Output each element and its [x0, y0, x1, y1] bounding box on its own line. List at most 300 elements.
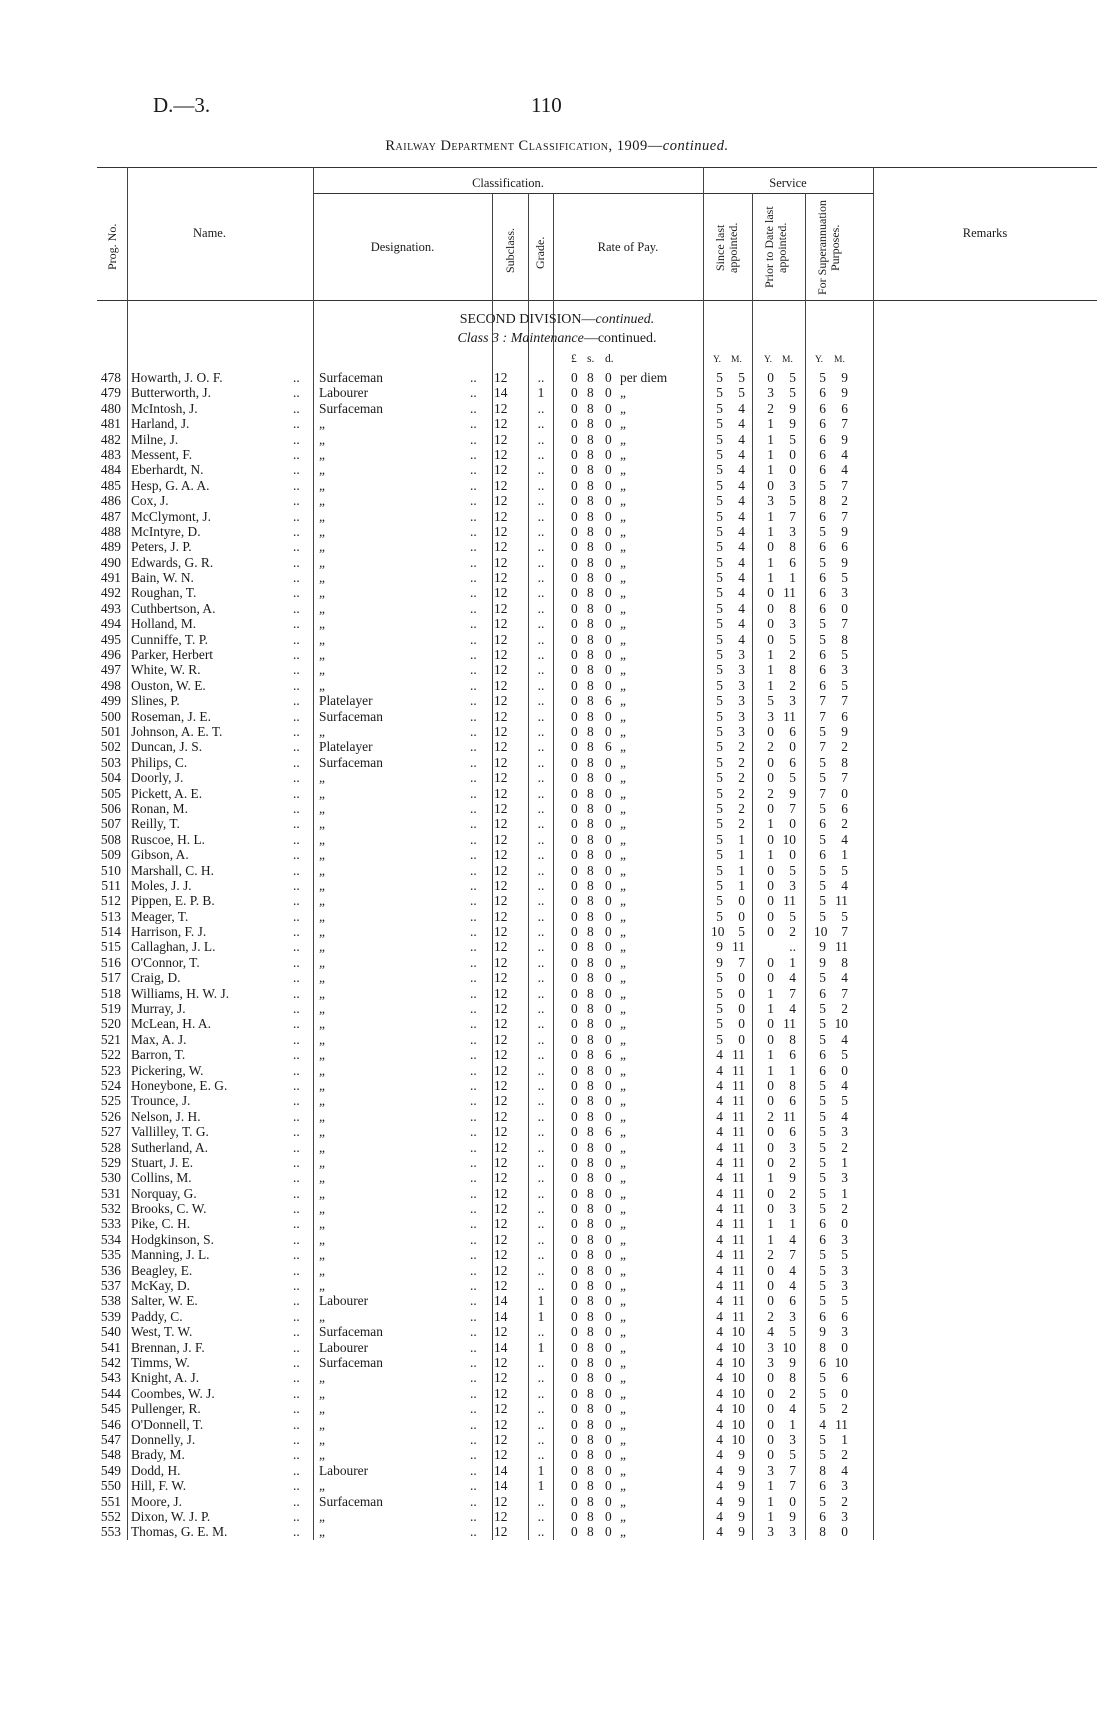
grade-cell: .. [537, 1185, 545, 1201]
prior-months-cell: 4 [789, 1262, 796, 1278]
pay-pounds-cell: 0 [571, 1047, 578, 1063]
designation-cell: „ [319, 446, 325, 462]
pay-period-cell: „ [620, 662, 626, 678]
name-cell: Manning, J. L. [131, 1247, 210, 1263]
prior-years-cell: 1 [767, 508, 774, 524]
since-months-cell: 4 [738, 523, 745, 539]
designation-cell: Labourer [319, 1462, 369, 1478]
grade-cell: .. [537, 1062, 545, 1078]
grade-cell: .. [537, 1447, 545, 1463]
table-row [0, 1401, 1114, 1416]
pay-shillings-cell: 8 [587, 554, 594, 570]
table-row [0, 1324, 1114, 1339]
table-row [0, 1124, 1114, 1139]
header-remarks: Remarks [962, 226, 1008, 240]
grade-cell: .. [537, 1031, 545, 1047]
pay-period-cell: „ [620, 523, 626, 539]
since-years-cell: 4 [716, 1355, 723, 1370]
grade-cell: .. [537, 985, 545, 1001]
pay-pounds-cell: 0 [571, 1293, 578, 1309]
designation-cell: „ [319, 1385, 325, 1401]
prior-months-cell: 3 [789, 1139, 796, 1155]
since-months-cell: 4 [738, 477, 745, 493]
designation-cell: „ [319, 1401, 325, 1417]
subclass-cell: 12 [494, 739, 508, 755]
pay-pounds-cell: 0 [571, 616, 578, 632]
since-years-cell: 5 [716, 693, 723, 709]
pay-pence-cell: 0 [605, 1139, 612, 1155]
designation-cell: „ [319, 631, 325, 647]
table-row [0, 832, 1114, 847]
prior-years-cell: 0 [767, 1401, 774, 1417]
designation-cell: Labourer [319, 385, 369, 401]
prior-months-cell: 1 [789, 1416, 796, 1432]
page-number: 110 [531, 93, 562, 117]
subclass-cell: 12 [494, 523, 508, 539]
pay-pounds-cell: 0 [571, 370, 578, 385]
prior-years-cell: 0 [767, 1201, 774, 1217]
pay-period-cell: „ [620, 1478, 626, 1494]
pay-period-cell: „ [620, 1370, 626, 1386]
prog-no-cell: 514 [100, 924, 121, 940]
designation-cell: „ [319, 1124, 325, 1140]
grade-cell: .. [537, 523, 545, 539]
pay-shillings-cell: 8 [587, 1216, 594, 1232]
pay-pounds-cell: 0 [571, 1139, 578, 1155]
leader-dots: .. [293, 1001, 300, 1017]
name-cell: Brennan, J. F. [131, 1339, 205, 1355]
super-months-cell: 5 [841, 862, 848, 878]
prior-years-cell: 0 [767, 1416, 774, 1432]
pay-pounds-cell: 0 [571, 1431, 578, 1447]
pay-pounds-cell: 0 [571, 893, 578, 909]
pay-pence-cell: 0 [605, 1355, 612, 1370]
prior-months-cell: 1 [789, 1062, 796, 1078]
pay-shillings-cell: 8 [587, 385, 594, 401]
pay-pence-cell: 0 [605, 431, 612, 447]
super-months-cell: 6 [841, 708, 848, 724]
name-cell: Pickett, A. E. [131, 785, 203, 801]
since-months-cell: 10 [731, 1401, 745, 1417]
name-cell: Dixon, W. J. P. [131, 1508, 211, 1524]
leader-dots: .. [470, 1508, 477, 1524]
super-years-cell: 5 [819, 1385, 826, 1401]
name-cell: Parker, Herbert [131, 647, 213, 663]
since-years-cell: 5 [716, 523, 723, 539]
prior-years-cell: 0 [767, 1016, 774, 1032]
name-cell: Pike, C. H. [131, 1216, 191, 1232]
prior-months-cell: 5 [789, 385, 796, 401]
name-cell: O'Connor, T. [131, 954, 200, 970]
pay-pounds-cell: 0 [571, 431, 578, 447]
grade-cell: .. [537, 1493, 545, 1509]
designation-cell: „ [319, 1154, 325, 1170]
since-years-cell: 4 [716, 1047, 723, 1063]
subclass-cell: 12 [494, 1170, 508, 1186]
designation-cell: „ [319, 462, 325, 478]
grade-cell: .. [537, 1508, 545, 1524]
prior-months-cell: 5 [789, 770, 796, 786]
super-years-cell: 5 [819, 1170, 826, 1186]
since-years-cell: 5 [716, 847, 723, 863]
leader-dots: .. [470, 831, 477, 847]
subclass-cell: 14 [494, 1478, 508, 1494]
grade-cell: .. [537, 1016, 545, 1032]
grade-cell: .. [537, 723, 545, 739]
leader-dots: .. [293, 1278, 300, 1294]
super-years-cell: 5 [819, 616, 826, 632]
prior-years-cell: 3 [767, 1462, 774, 1478]
leader-dots: .. [293, 1324, 300, 1340]
header-since-last: Since last appointed. [713, 222, 740, 273]
subclass-cell: 12 [494, 400, 508, 416]
designation-cell: „ [319, 508, 325, 524]
pay-pence-cell: 0 [605, 370, 612, 385]
prior-years-cell: 1 [767, 1216, 774, 1232]
table-row [0, 1370, 1114, 1385]
prior-months-cell: 9 [789, 1170, 796, 1186]
pay-pence-cell: 0 [605, 1462, 612, 1478]
super-months-cell: 3 [841, 1478, 848, 1494]
name-cell: Eberhardt, N. [131, 462, 204, 478]
name-cell: Craig, D. [131, 970, 181, 986]
pay-pounds-cell: 0 [571, 493, 578, 509]
division-suffix: continued. [595, 312, 655, 327]
header-superannuation: For Superannuation Purposes. [815, 200, 842, 295]
leader-dots: .. [470, 1370, 477, 1386]
pay-period-cell: „ [620, 1247, 626, 1263]
subclass-cell: 14 [494, 385, 508, 401]
table-row [0, 555, 1114, 570]
pay-pounds-cell: 0 [571, 816, 578, 832]
super-years-cell: 6 [819, 385, 826, 401]
leader-dots: .. [293, 1185, 300, 1201]
super-years-cell: 10 [814, 924, 828, 940]
subclass-cell: 12 [494, 693, 508, 709]
since-years-cell: 5 [716, 770, 723, 786]
since-months-cell: 4 [738, 631, 745, 647]
table-row [0, 1417, 1114, 1432]
pay-shillings-cell: 8 [587, 1231, 594, 1247]
leader-dots: .. [470, 677, 477, 693]
since-months-cell: 9 [738, 1478, 745, 1494]
designation-cell: „ [319, 1001, 325, 1017]
grade-cell: .. [537, 1385, 545, 1401]
super-years-cell: 6 [819, 1062, 826, 1078]
leader-dots: .. [293, 908, 300, 924]
prior-years-cell: 1 [767, 1478, 774, 1494]
leader-dots: .. [293, 1247, 300, 1263]
pay-shillings-cell: 8 [587, 570, 594, 586]
unit-years-since: Y. [713, 355, 722, 365]
since-months-cell: 10 [731, 1339, 745, 1355]
grade-cell: .. [537, 493, 545, 509]
since-months-cell: 11 [732, 1170, 745, 1186]
designation-cell: „ [319, 970, 325, 986]
designation-cell: „ [319, 1231, 325, 1247]
since-months-cell: 11 [732, 1216, 745, 1232]
super-months-cell: 7 [841, 477, 848, 493]
designation-cell: „ [319, 1524, 325, 1540]
since-years-cell: 4 [716, 1108, 723, 1124]
name-cell: Milne, J. [131, 431, 179, 447]
subclass-cell: 12 [494, 1216, 508, 1232]
subclass-cell: 12 [494, 1416, 508, 1432]
leader-dots: .. [293, 431, 300, 447]
name-cell: O'Donnell, T. [131, 1416, 204, 1432]
leader-dots: .. [470, 631, 477, 647]
pay-period-cell: „ [620, 1308, 626, 1324]
since-years-cell: 4 [716, 1462, 723, 1478]
pay-period-cell: „ [620, 893, 626, 909]
since-years-cell: 4 [716, 1478, 723, 1494]
leader-dots: .. [470, 939, 477, 955]
table-row [0, 1478, 1114, 1493]
prior-months-cell: 4 [789, 1401, 796, 1417]
pay-pence-cell: 0 [605, 708, 612, 724]
leader-dots: .. [470, 1031, 477, 1047]
pay-pence-cell: 0 [605, 677, 612, 693]
pay-shillings-cell: 8 [587, 893, 594, 909]
pay-period-cell: „ [620, 1431, 626, 1447]
pay-period-cell: „ [620, 1462, 626, 1478]
super-years-cell: 5 [819, 877, 826, 893]
prior-years-cell: 0 [767, 1370, 774, 1386]
prior-months-cell: 9 [789, 785, 796, 801]
prior-years-cell: 1 [767, 1493, 774, 1509]
name-cell: Dodd, H. [131, 1462, 181, 1478]
name-cell: Bain, W. N. [131, 570, 194, 586]
since-months-cell: 3 [738, 693, 745, 709]
pay-shillings-cell: 8 [587, 1062, 594, 1078]
pay-shillings-cell: 8 [587, 954, 594, 970]
pay-pence-cell: 0 [605, 862, 612, 878]
since-years-cell: 5 [716, 662, 723, 678]
super-years-cell: 5 [819, 477, 826, 493]
since-years-cell: 5 [716, 1031, 723, 1047]
pay-shillings-cell: 8 [587, 1077, 594, 1093]
since-months-cell: 4 [738, 462, 745, 478]
name-cell: Donnelly, J. [131, 1431, 196, 1447]
prior-years-cell: 0 [767, 1431, 774, 1447]
pay-pounds-cell: 0 [571, 1231, 578, 1247]
table-row [0, 909, 1114, 924]
designation-cell: „ [319, 1185, 325, 1201]
super-months-cell: 4 [841, 1077, 848, 1093]
grade-cell: 1 [537, 1308, 545, 1324]
leader-dots: .. [293, 739, 300, 755]
pay-pence-cell: 0 [605, 877, 612, 893]
grade-cell: .. [537, 893, 545, 909]
leader-dots: .. [470, 1385, 477, 1401]
subclass-cell: 12 [494, 477, 508, 493]
leader-dots: .. [470, 1478, 477, 1494]
prior-months-cell: 5 [789, 1324, 796, 1340]
name-cell: Hill, F. W. [131, 1478, 187, 1494]
designation-cell: „ [319, 1308, 325, 1324]
pay-shillings-cell: 8 [587, 1416, 594, 1432]
pay-pence-cell: 0 [605, 1293, 612, 1309]
prior-months-cell: 8 [789, 662, 796, 678]
leader-dots: .. [293, 770, 300, 786]
prior-years-cell: 4 [767, 1324, 774, 1340]
pay-pounds-cell: 0 [571, 400, 578, 416]
prior-years-cell: 0 [767, 754, 774, 770]
super-months-cell: 3 [841, 1231, 848, 1247]
leader-dots: .. [470, 723, 477, 739]
pay-pounds-cell: 0 [571, 662, 578, 678]
pay-pounds-cell: 0 [571, 924, 578, 940]
table-row [0, 493, 1114, 508]
table-row [0, 601, 1114, 616]
super-months-cell: 7 [841, 985, 848, 1001]
since-years-cell: 4 [716, 1124, 723, 1140]
designation-cell: „ [319, 585, 325, 601]
designation-cell: „ [319, 662, 325, 678]
super-years-cell: 5 [819, 1247, 826, 1263]
subclass-cell: 12 [494, 785, 508, 801]
super-years-cell: 6 [819, 1047, 826, 1063]
super-months-cell: 7 [841, 924, 848, 940]
leader-dots: .. [293, 723, 300, 739]
super-months-cell: 0 [841, 1339, 848, 1355]
leader-dots: .. [470, 893, 477, 909]
since-years-cell: 4 [716, 1431, 723, 1447]
pay-pounds-cell: 0 [571, 1462, 578, 1478]
super-months-cell: 5 [841, 908, 848, 924]
grade-cell: .. [537, 1370, 545, 1386]
prog-no-cell: 540 [100, 1324, 121, 1340]
super-years-cell: 6 [819, 539, 826, 555]
since-months-cell: 0 [738, 970, 745, 986]
super-years-cell: 5 [819, 1370, 826, 1386]
leader-dots: .. [293, 1170, 300, 1186]
prior-months-cell: 9 [789, 1508, 796, 1524]
grade-cell: .. [537, 400, 545, 416]
since-years-cell: 4 [716, 1385, 723, 1401]
pay-period-cell: „ [620, 446, 626, 462]
leader-dots: .. [293, 785, 300, 801]
super-years-cell: 5 [819, 1108, 826, 1124]
pay-pounds-cell: 0 [571, 1247, 578, 1263]
since-months-cell: 0 [738, 985, 745, 1001]
leader-dots: .. [293, 1016, 300, 1032]
prog-no-cell: 492 [100, 585, 121, 601]
pay-pounds-cell: 0 [571, 1416, 578, 1432]
leader-dots: .. [470, 1401, 477, 1417]
name-cell: Marshall, C. H. [131, 862, 214, 878]
grade-cell: .. [537, 1231, 545, 1247]
grade-cell: .. [537, 508, 545, 524]
name-cell: Brooks, C. W. [131, 1201, 207, 1217]
pay-pounds-cell: 0 [571, 831, 578, 847]
since-years-cell: 5 [716, 585, 723, 601]
pay-pounds-cell: 0 [571, 1447, 578, 1463]
header-designation: Designation. [370, 240, 435, 254]
pay-pounds-cell: 0 [571, 1385, 578, 1401]
since-months-cell: 3 [738, 723, 745, 739]
grade-cell: .. [537, 1170, 545, 1186]
designation-cell: Surfaceman [319, 708, 383, 724]
since-months-cell: 11 [732, 1093, 745, 1109]
designation-cell: „ [319, 908, 325, 924]
leader-dots: .. [470, 816, 477, 832]
super-years-cell: 6 [819, 416, 826, 432]
name-cell: Max, A. J. [131, 1031, 187, 1047]
super-months-cell: 2 [841, 1139, 848, 1155]
name-cell: Ouston, W. E. [131, 677, 206, 693]
pay-shillings-cell: 8 [587, 585, 594, 601]
pay-pounds-cell: 0 [571, 462, 578, 478]
subclass-cell: 12 [494, 877, 508, 893]
leader-dots: .. [293, 985, 300, 1001]
since-years-cell: 9 [716, 954, 723, 970]
since-months-cell: 11 [732, 1062, 745, 1078]
leader-dots: .. [293, 1093, 300, 1109]
since-months-cell: 4 [738, 539, 745, 555]
pay-pounds-cell: 0 [571, 1524, 578, 1540]
prog-no-cell: 512 [100, 893, 121, 909]
since-years-cell: 5 [716, 816, 723, 832]
pay-pounds-cell: 0 [571, 785, 578, 801]
leader-dots: .. [470, 508, 477, 524]
leader-dots: .. [470, 1293, 477, 1309]
grade-cell: .. [537, 446, 545, 462]
prog-no-cell: 535 [100, 1247, 121, 1263]
super-years-cell: 6 [819, 462, 826, 478]
subclass-cell: 12 [494, 1247, 508, 1263]
designation-cell: „ [319, 770, 325, 786]
pay-period-cell: „ [620, 493, 626, 509]
unit-months-prior: M. [782, 355, 793, 365]
grade-cell: .. [537, 954, 545, 970]
prog-no-cell: 496 [100, 647, 121, 663]
designation-cell: „ [319, 1262, 325, 1278]
leader-dots: .. [293, 1478, 300, 1494]
super-years-cell: 5 [819, 1124, 826, 1140]
prior-years-cell: 3 [767, 708, 774, 724]
name-cell: Pickering, W. [131, 1062, 204, 1078]
pay-shillings-cell: 8 [587, 662, 594, 678]
designation-cell: Surfaceman [319, 400, 383, 416]
prog-no-cell: 536 [100, 1262, 121, 1278]
subclass-cell: 12 [494, 585, 508, 601]
table-row [0, 385, 1114, 400]
super-months-cell: 4 [841, 1108, 848, 1124]
since-months-cell: 11 [732, 1108, 745, 1124]
leader-dots: .. [470, 1431, 477, 1447]
pay-pence-cell: 0 [605, 1247, 612, 1263]
name-cell: Barron, T. [131, 1047, 186, 1063]
name-cell: Hesp, G. A. A. [131, 477, 210, 493]
leader-dots: .. [470, 446, 477, 462]
subclass-cell: 12 [494, 677, 508, 693]
designation-cell: „ [319, 539, 325, 555]
leader-dots: .. [293, 693, 300, 709]
super-years-cell: 6 [819, 431, 826, 447]
pay-shillings-cell: 8 [587, 877, 594, 893]
pay-pounds-cell: 0 [571, 416, 578, 432]
since-months-cell: 0 [738, 1031, 745, 1047]
prog-no-cell: 530 [100, 1170, 121, 1186]
pay-shillings-cell: 8 [587, 1093, 594, 1109]
pay-shillings-cell: 8 [587, 1493, 594, 1509]
pay-shillings-cell: 8 [587, 616, 594, 632]
prog-no-cell: 548 [100, 1447, 121, 1463]
table-row [0, 1140, 1114, 1155]
leader-dots: .. [470, 1139, 477, 1155]
prior-years-cell: 3 [767, 1339, 774, 1355]
